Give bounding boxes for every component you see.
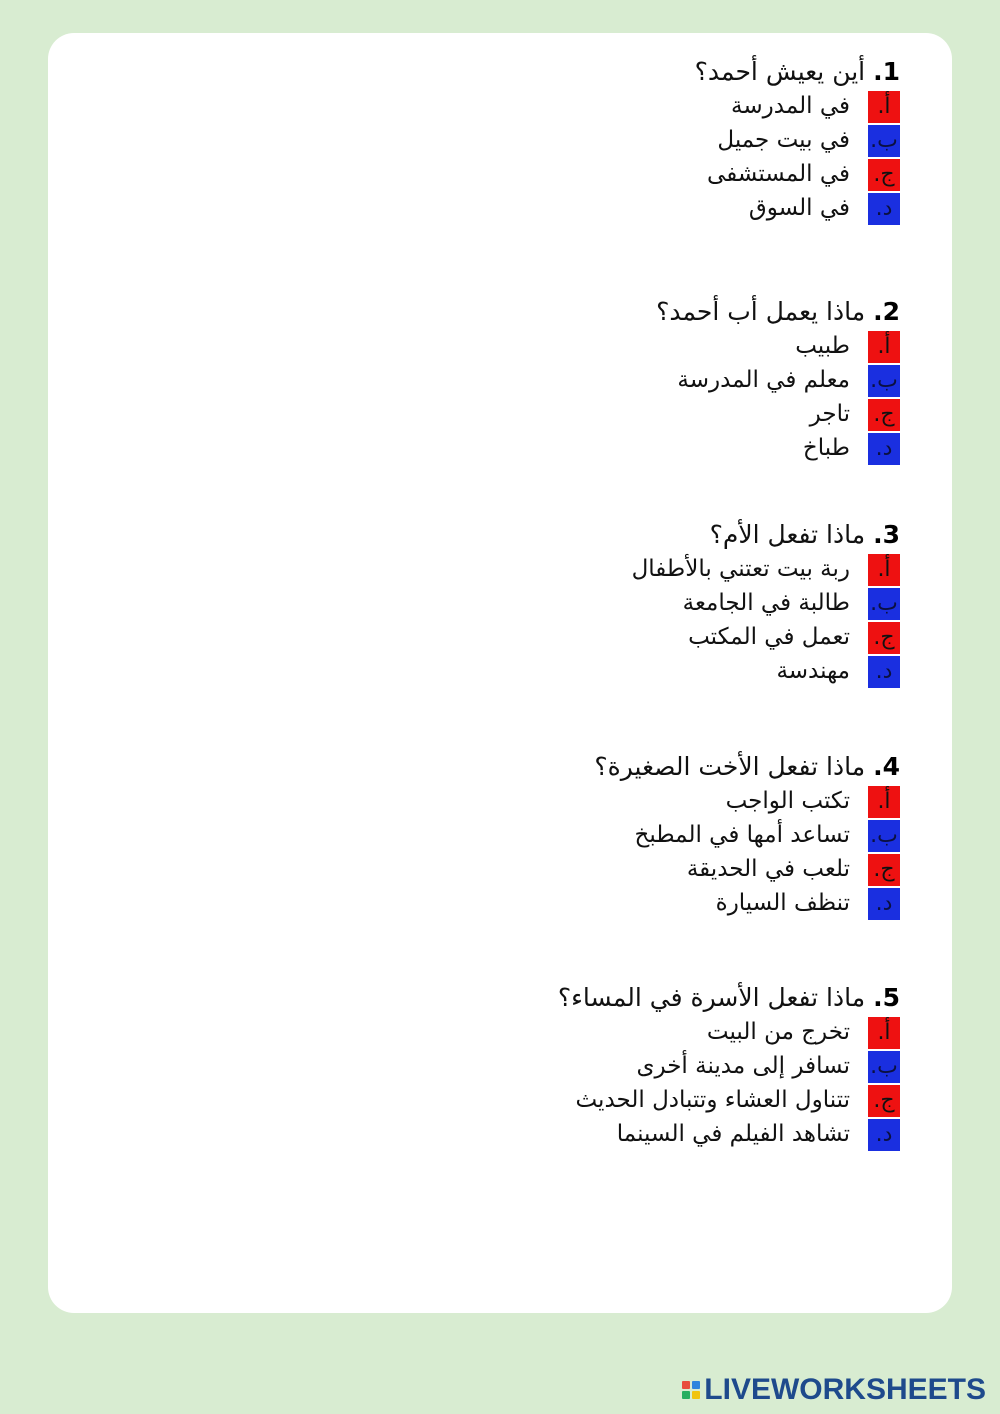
option-text: مهندسة [776, 658, 850, 684]
question-2-option-a[interactable] [656, 329, 900, 363]
option-text: في المدرسة [731, 93, 850, 119]
option-text: تساعد أمها في المطبخ [634, 822, 850, 848]
question-5-option-c[interactable] [558, 1083, 900, 1117]
option-text: تخرج من البيت [706, 1019, 850, 1045]
option-text: تكتب الواجب [725, 788, 850, 814]
option-text: ربة بيت تعتني بالأطفال [631, 556, 850, 582]
option-label[interactable]: د. [868, 888, 900, 920]
option-text: طبيب [795, 333, 850, 359]
question-3-option-a[interactable] [631, 552, 900, 586]
question-1-option-c[interactable] [695, 157, 900, 191]
option-text: في المستشفى [707, 161, 850, 187]
option-text: تنظف السيارة [715, 890, 850, 916]
question-2-title: 2. ماذا يعمل أب أحمد؟ [656, 297, 900, 326]
option-text: تشاهد الفيلم في السينما [616, 1121, 850, 1147]
option-text: تسافر إلى مدينة أخرى [636, 1053, 850, 1079]
logo-grid-icon [682, 1381, 700, 1399]
option-text: تلعب في الحديقة [686, 856, 850, 882]
option-label[interactable]: د. [868, 433, 900, 465]
option-text: تاجر [809, 401, 850, 427]
question-4-option-c[interactable] [594, 852, 900, 886]
option-text: في السوق [748, 195, 850, 221]
option-label[interactable]: ب. [868, 820, 900, 852]
option-text: تتناول العشاء وتتبادل الحديث [575, 1087, 850, 1113]
option-label[interactable]: د. [868, 1119, 900, 1151]
option-text: طباخ [802, 435, 850, 461]
option-text: طالبة في الجامعة [682, 590, 850, 616]
option-text: معلم في المدرسة [677, 367, 850, 393]
question-1-option-d[interactable] [695, 191, 900, 225]
question-3-option-b[interactable] [682, 586, 900, 620]
question-4-option-d[interactable] [594, 886, 900, 920]
option-label[interactable]: ج. [868, 159, 900, 191]
question-4 [594, 750, 900, 920]
option-text: تعمل في المكتب [688, 624, 850, 650]
question-5-option-a[interactable] [558, 1015, 900, 1049]
liveworksheets-logo[interactable] [682, 1370, 986, 1410]
question-5 [558, 981, 900, 1151]
option-label[interactable]: د. [868, 193, 900, 225]
question-1-option-b[interactable] [695, 123, 900, 157]
question-3-option-d[interactable] [710, 654, 900, 688]
option-label[interactable]: ب. [868, 1051, 900, 1083]
option-label[interactable]: أ. [868, 331, 900, 363]
question-3 [631, 518, 900, 688]
option-label[interactable]: أ. [868, 91, 900, 123]
question-3-title: 3. ماذا تفعل الأم؟ [709, 520, 900, 549]
option-label[interactable]: ج. [868, 622, 900, 654]
question-4-option-a[interactable] [594, 784, 900, 818]
option-label[interactable]: ج. [868, 1085, 900, 1117]
question-5-option-d[interactable] [558, 1117, 900, 1151]
option-label[interactable]: ب. [868, 588, 900, 620]
worksheet-card [48, 33, 952, 1313]
logo-text: LIVEWORKSHEETS [704, 1373, 986, 1406]
option-label[interactable]: ج. [868, 854, 900, 886]
question-5-title: 5. ماذا تفعل الأسرة في المساء؟ [557, 983, 900, 1012]
option-label[interactable]: أ. [868, 786, 900, 818]
question-3-option-c[interactable] [688, 620, 900, 654]
question-4-title: 4. ماذا تفعل الأخت الصغيرة؟ [594, 752, 900, 781]
option-label[interactable]: ب. [868, 365, 900, 397]
question-2-option-c[interactable] [656, 397, 900, 431]
question-2-option-b[interactable] [656, 363, 900, 397]
option-text: في بيت جميل [717, 127, 850, 153]
question-2-option-d[interactable] [656, 431, 900, 465]
option-label[interactable]: ب. [868, 125, 900, 157]
question-1-option-a[interactable] [695, 89, 900, 123]
question-1-title: 1. أين يعيش أحمد؟ [694, 57, 900, 86]
option-label[interactable]: أ. [868, 1017, 900, 1049]
question-4-option-b[interactable] [594, 818, 900, 852]
option-label[interactable]: د. [868, 656, 900, 688]
option-label[interactable]: ج. [868, 399, 900, 431]
question-1 [695, 55, 900, 225]
question-2 [656, 295, 900, 465]
option-label[interactable]: أ. [868, 554, 900, 586]
question-5-option-b[interactable] [558, 1049, 900, 1083]
